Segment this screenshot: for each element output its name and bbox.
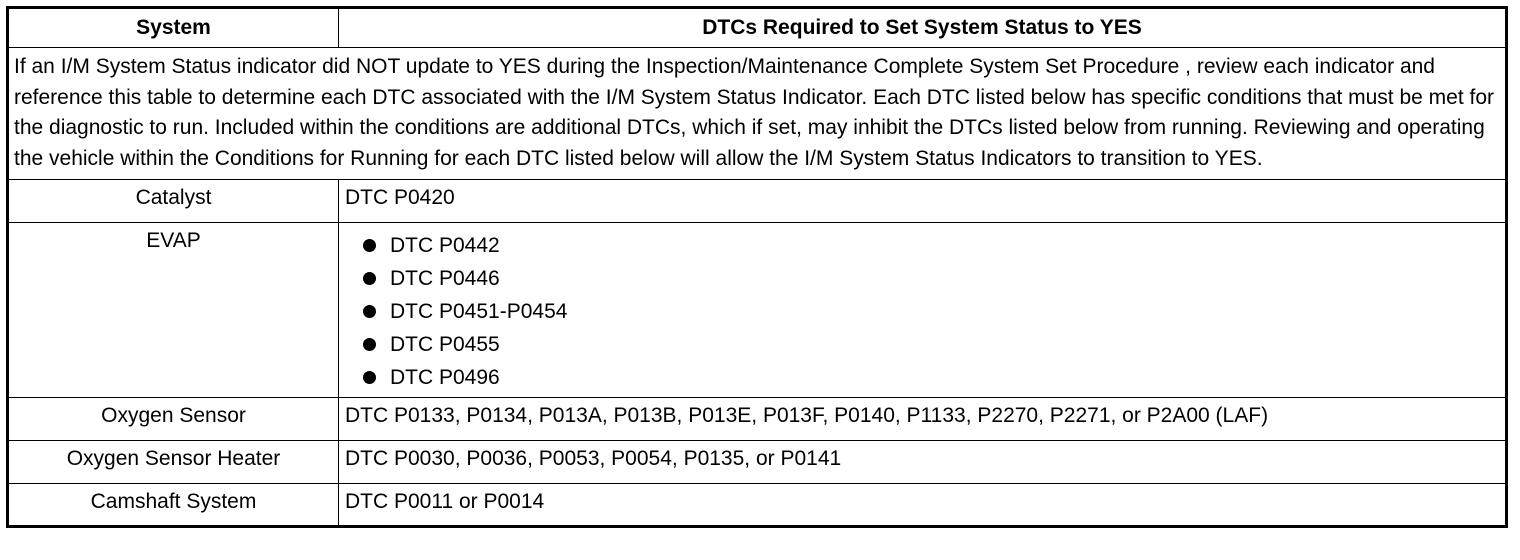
dtc-status-table bbox=[6, 6, 1508, 528]
bullet-icon bbox=[363, 338, 376, 351]
list-item bbox=[360, 295, 1504, 328]
header-row bbox=[8, 8, 1507, 48]
list-item bbox=[360, 229, 1504, 262]
bullet-icon bbox=[363, 272, 376, 285]
bullet-icon bbox=[363, 239, 376, 252]
dtc-cell: DTC P0420 bbox=[339, 180, 1507, 223]
bullet-icon bbox=[363, 305, 376, 318]
dtc-cell: DTC P0030, P0036, P0053, P0054, P0135, or P0141 bbox=[339, 441, 1507, 484]
dtc-code: DTC P0446 bbox=[390, 267, 500, 290]
dtc-code: DTC P0451-P0454 bbox=[390, 300, 568, 323]
table-row bbox=[8, 398, 1507, 441]
dtc-code: DTC P0442 bbox=[390, 234, 500, 257]
dtc-code: DTC P0496 bbox=[390, 366, 500, 389]
table-row bbox=[8, 441, 1507, 484]
intro-row bbox=[8, 48, 1507, 180]
list-item bbox=[360, 361, 1504, 394]
intro-text: If an I/M System Status indicator did NOT update to YES during the Inspection/Maintenance Complete System Set Procedure , review each indicator and reference this table to determine each DTC associated with the I/M System Status Indicator. Each DTC listed below has specific conditions that must be met for the diagnostic to run. Included within the conditions are additional DTCs, which if set, may inhibit the DTCs listed below from running. Reviewing and operating the vehicle within the Conditions for Running for each DTC listed below will allow the I/M System Status Indicators to transition to YES. bbox=[8, 48, 1507, 180]
header-dtcs: DTCs Required to Set System Status to YES bbox=[339, 8, 1507, 48]
list-item bbox=[360, 328, 1504, 361]
dtc-code: DTC P0455 bbox=[390, 333, 500, 356]
dtc-list-cell bbox=[339, 223, 1507, 398]
table-row bbox=[8, 180, 1507, 223]
system-cell: Oxygen Sensor Heater bbox=[8, 441, 339, 484]
dtc-cell: DTC P0011 or P0014 bbox=[339, 484, 1507, 527]
dtc-bullet-list bbox=[340, 224, 1504, 394]
system-cell: Catalyst bbox=[8, 180, 339, 223]
system-cell: Oxygen Sensor bbox=[8, 398, 339, 441]
header-system: System bbox=[8, 8, 339, 48]
system-cell: EVAP bbox=[8, 223, 339, 398]
table-row bbox=[8, 223, 1507, 398]
table-row bbox=[8, 484, 1507, 527]
dtc-cell: DTC P0133, P0134, P013A, P013B, P013E, P013F, P0140, P1133, P2270, P2271, or P2A00 (LAF) bbox=[339, 398, 1507, 441]
system-cell: Camshaft System bbox=[8, 484, 339, 527]
list-item bbox=[360, 262, 1504, 295]
bullet-icon bbox=[363, 371, 376, 384]
